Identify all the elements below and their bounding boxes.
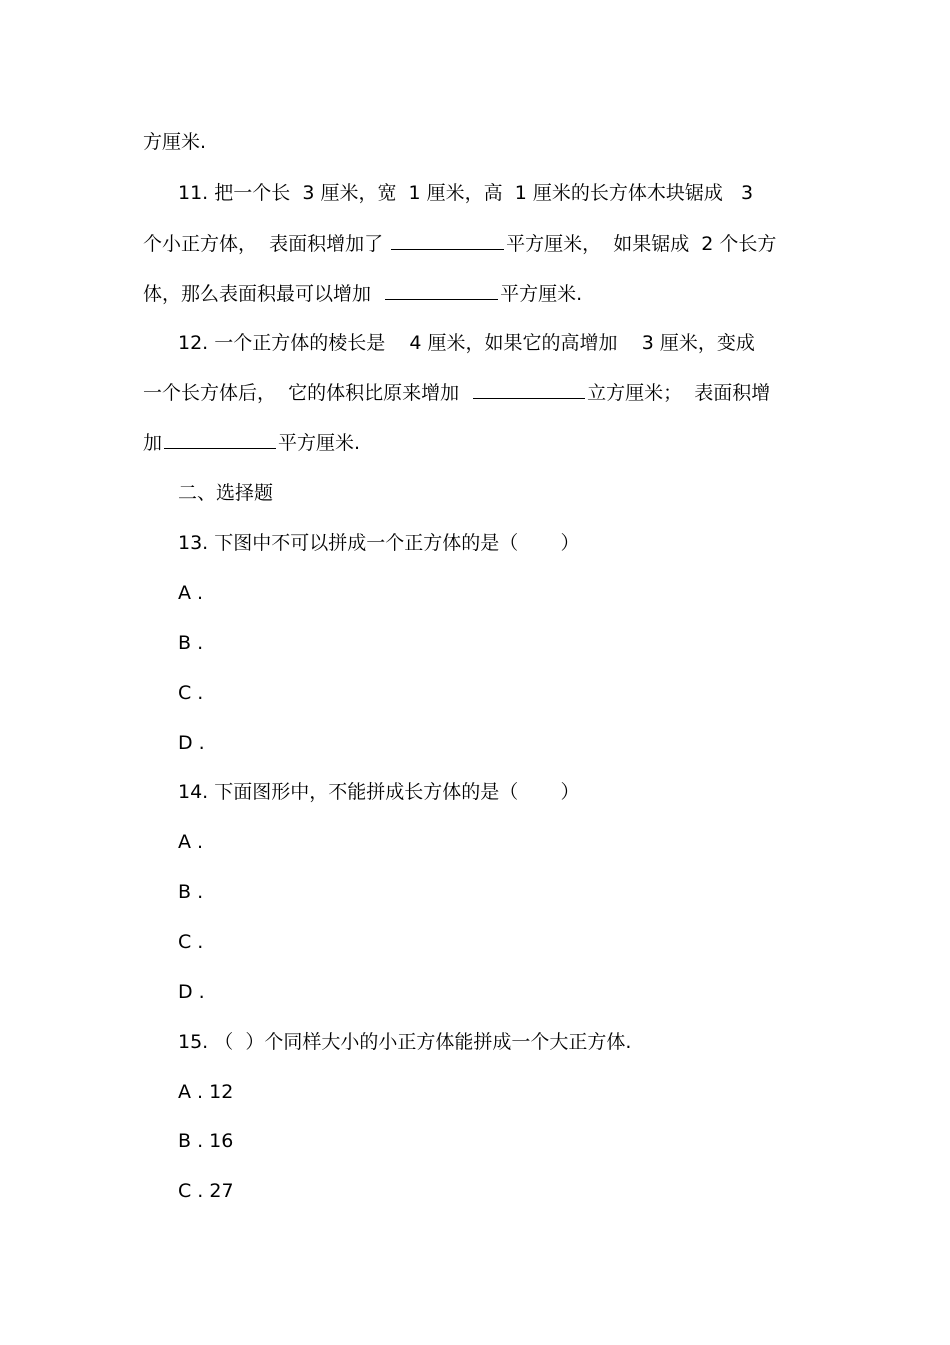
option-b[interactable]: B .: [178, 881, 204, 903]
question-13-stem: 13. 下图中不可以拼成一个正方体的是（ ）: [178, 532, 580, 554]
answer-blank[interactable]: [391, 231, 504, 250]
option-c[interactable]: C .: [178, 931, 204, 953]
option-c[interactable]: C .: [178, 682, 204, 704]
option-c[interactable]: C . 27: [178, 1180, 234, 1202]
question-14-stem: 14. 下面图形中，不能拼成长方体的是（ ）: [178, 781, 580, 803]
question-12-line-2: [143, 380, 770, 405]
option-a[interactable]: A .: [178, 582, 204, 604]
carry-over-text: 方厘米.: [143, 131, 207, 153]
option-a[interactable]: A . 12: [178, 1081, 234, 1103]
question-15-stem: 15. （ ）个同样大小的小正方体能拼成一个大正方体.: [178, 1031, 632, 1053]
question-12-text: 立方厘米； 表面积增: [587, 382, 771, 404]
answer-blank[interactable]: [385, 281, 498, 300]
question-11-text: 个小正方体， 表面积增加了: [143, 233, 390, 255]
question-11-text: 平方厘米.: [500, 283, 583, 305]
option-b[interactable]: B .: [178, 632, 204, 654]
question-11-text: 体，那么表面积最可以增加: [143, 283, 384, 305]
question-12-line-1: 12. 一个正方体的棱长是 4 厘米，如果它的高增加 3 厘米，变成: [178, 332, 755, 354]
question-12-text: 一个长方体后， 它的体积比原来增加: [143, 382, 472, 404]
question-12-line-3: [143, 430, 360, 455]
question-11-line-1: 11. 把一个长 3 厘米，宽 1 厘米，高 1 厘米的长方体木块锯成 3: [178, 182, 754, 204]
question-12-text: 平方厘米.: [278, 432, 361, 454]
section-heading: 二、选择题: [178, 482, 274, 504]
option-d[interactable]: D .: [178, 981, 205, 1003]
question-11-line-2: [143, 231, 776, 256]
question-12-text: 加: [143, 432, 163, 454]
option-d[interactable]: D .: [178, 732, 205, 754]
answer-blank[interactable]: [473, 380, 585, 399]
option-a[interactable]: A .: [178, 831, 204, 853]
answer-blank[interactable]: [164, 430, 276, 449]
question-11-line-3: [143, 281, 582, 306]
option-b[interactable]: B . 16: [178, 1130, 234, 1152]
question-11-text: 平方厘米， 如果锯成 2 个长方: [506, 233, 777, 255]
